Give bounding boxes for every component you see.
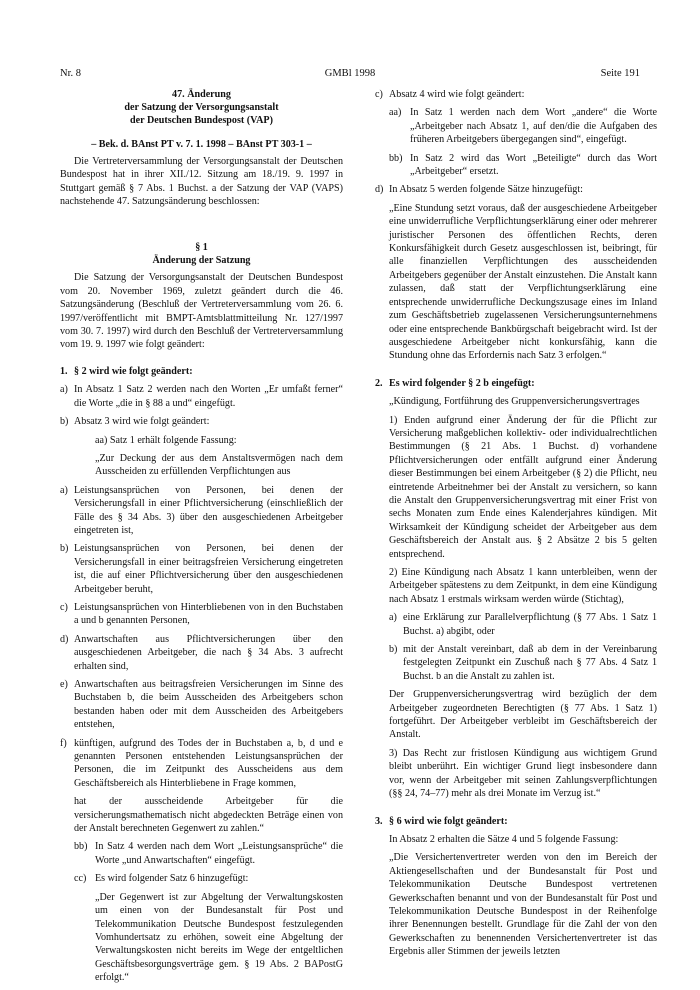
subitem-bb-marker: bb) bbox=[74, 841, 88, 853]
item-1a-marker: a) bbox=[60, 384, 68, 396]
subitem-c-aa-text: In Satz 1 werden nach dem Wort „andere“ die Worte „Arbeitgeber nach Absatz 1, auf den/die die Aufgaben des früheren Arbeitgebers übergegangen sind“, eingefügt. bbox=[410, 107, 657, 146]
item-2a bbox=[389, 611, 657, 638]
item-2-title: Es wird folgender § 2 b eingefügt: bbox=[389, 377, 535, 389]
journal-name: GMBl 1998 bbox=[324, 68, 376, 79]
quote-2: „Der Gegenwert ist zur Abgeltung der Verwaltungskosten um einen von der Bundesanstalt für Post und Telekommunikation Deutsche Bundespost festzulegenden Vomhundertsatz zu erhöhen, soweit eine Abgeltung der Verwaltungskosten nicht bereits im Wege der entgeltlichen Geschäftsbesorgungsverträge gem. § 19 Abs. 2 BAPostG erfolgt.“ bbox=[95, 891, 343, 984]
quote-item-a bbox=[60, 484, 343, 538]
item-1a-text: In Absatz 1 Satz 2 werden nach den Worten „Er umfaßt ferner“ die Worte „die in § 88 a und“ eingefügt. bbox=[74, 384, 343, 409]
item-2a-marker: a) bbox=[389, 612, 397, 624]
quote-item-a-text: Leistungsansprüchen von Personen, bei denen der Versicherungsfall in einer Pflichtversicherung (einschließlich der Fälle des § 34 Abs. 3) über den ausgeschiedenen Arbeitgeber eingetreten ist, bbox=[74, 484, 343, 536]
item-1c bbox=[375, 88, 657, 101]
quote-item-d bbox=[60, 633, 343, 673]
item-1d-quote: „Eine Stundung setzt voraus, daß der ausgeschiedene Arbeitgeber eine unwiderrufliche Verpflichtungserklärung einer oder mehrerer juristischer Personen des öffentlichen Rechts, deren Konkursfähigkeit durch Gesetz ausgeschlossen ist, beibringt, für alle finanziellen Verpflichtungen des ausscheidenden Arbeitgebers gegenüber der Anstalt einzustehen. Die Anstalt kann zulassen, daß statt der Verpflichtungserklärung eine entsprechende unwiderrufliche Deckungszusage eines im Inland zum Geschäftsbetrieb zugelassenen Versicherungsunternehmens oder eine entsprechende Bankbürgschaft beigebracht wird. Ist der ausgeschiedene Arbeitgeber nicht konkursfähig, kann die Stundung ohne das Erfordernis nach Satz 3 erfolgen.“ bbox=[389, 202, 657, 362]
item-3-quote: „Die Versichertenvertreter werden von den im Bereich der Aktiengesellschaften und der Bundesanstalt für Post und Telekommunikation Deutsche Bundespost vertretenen Gewerkschaften benannt und von der Bundesanstalt für Post und Telekommunikation Deutsche Bundespost in der Reihenfolge ihrer Benennungen bestellt. Grundlage für die Zahl der von den Gewerkschaften zu benennenden Versichertenvertreter ist das Ergebnis aller Stimmen der jeweils letzten bbox=[389, 852, 657, 958]
item-1b-marker: b) bbox=[60, 416, 69, 428]
item-1-heading bbox=[60, 365, 343, 378]
intro-paragraph: Die Vertreterversammlung der Versorgungsanstalt der Deutschen Bundespost hat in ihrer XII./12. Sitzung am 18./19. 9. 1997 in Stuttgart gemäß § 7 Abs. 1 Buchst. a der Satzung der VAP (VAPS) nachstehende 47. Satzungsänderung beschlossen: bbox=[60, 156, 343, 208]
section-number: § 1 bbox=[195, 241, 208, 253]
item-3-number: 3. bbox=[375, 815, 383, 827]
quote-item-c-marker: c) bbox=[60, 601, 68, 613]
item-2-paragraph-2: 2) Eine Kündigung nach Absatz 1 kann unterbleiben, wenn der Arbeitgeber spätestens zu dem Zeitpunkt, in dem eine Kündigung nach Absatz 1 erstmals wirksam werden würde (Stichtag), bbox=[389, 567, 657, 605]
subitem-c-aa-marker: aa) bbox=[389, 107, 402, 119]
item-2-paragraph-4: 3) Das Recht zur fristlosen Kündigung aus wichtigem Grund bleibt unberührt. Ein wichtiger Grund liegt insbesondere dann vor, wenn der Arbeitgeber mit seinen Zahlungsverpflichtungen (§§ 24, 74–77) mehr als drei Monate im Verzug ist.“ bbox=[389, 747, 657, 800]
subitem-bb bbox=[60, 840, 343, 867]
item-1b-text: Absatz 3 wird wie folgt geändert: bbox=[74, 416, 210, 428]
quote-item-f bbox=[60, 737, 343, 791]
quote-1-closing: hat der ausscheidende Arbeitgeber für die versicherungsmathematisch nicht abgedeckten Beträge einen von der Anstalt berechneten Gegenwert zu zahlen.“ bbox=[74, 796, 343, 835]
item-2b-text: mit der Anstalt vereinbart, daß ab dem in der Vereinbarung festgelegten Zeitpunkt ein Zuschuß nach § 77 Abs. 4 Satz 1 Buchst. b an die Anstalt zu zahlen ist. bbox=[403, 644, 657, 682]
subitem-c-aa bbox=[375, 106, 657, 146]
section-intro: Die Satzung der Versorgungsanstalt der Deutschen Bundespost vom 20. November 1969, zuletzt geändert durch die 46. Satzungsänderung (Beschluß der Vertreterversammlung vom 26. 6. 1997/veröffentlicht mit BMPT-Amtsblattmitteilung Nr. 127/1997 vom 30. 7. 1997) wird durch den Beschluß der Vertreterversammlung vom 19. 9. 1997 wie folgt geändert: bbox=[60, 272, 343, 351]
item-1d-text: In Absatz 5 werden folgende Sätze hinzugefügt: bbox=[389, 184, 583, 196]
quote-item-b bbox=[60, 542, 343, 596]
quote-item-a-marker: a) bbox=[60, 484, 68, 496]
title-line-1: 47. Änderung bbox=[172, 89, 231, 100]
subitem-c-bb-marker: bb) bbox=[389, 152, 403, 164]
item-1d bbox=[375, 183, 657, 196]
section-title: Änderung der Satzung bbox=[152, 255, 251, 267]
item-1b bbox=[60, 415, 343, 428]
item-2b bbox=[389, 643, 657, 683]
item-1a bbox=[60, 383, 343, 410]
subitem-bb-text: In Satz 4 werden nach dem Wort „Leistungsansprüche“ die Worte „und Anwartschaften“ eingefügt. bbox=[95, 841, 343, 866]
quote-item-f-text: künftigen, aufgrund des Todes der in Buchstaben a, b, d und e genannten Personen entstehenden Leistungsansprüchen der Personen, die im Zeitpunkt des Ausscheidens aus dem Geschäftsbereich als Hinterbliebene in Frage kommen, bbox=[74, 737, 343, 789]
issue-number: Nr. 8 bbox=[60, 68, 81, 79]
item-2b-marker: b) bbox=[389, 644, 398, 656]
quote-item-e-marker: e) bbox=[60, 679, 68, 691]
page-header bbox=[60, 67, 640, 81]
subitem-c-bb bbox=[375, 152, 657, 179]
subitem-cc-marker: cc) bbox=[74, 873, 87, 885]
title-line-3: der Deutschen Bundespost (VAP) bbox=[130, 115, 273, 127]
item-1-title: § 2 wird wie folgt geändert: bbox=[74, 365, 193, 377]
item-2-paragraph-1: 1) Enden aufgrund einer Änderung der für die Pflicht zur Versicherung maßgeblichen kollektiv- oder individualrechtlichen Bestimmungen (§ 21 Abs. 1 Buchst. d) vorhandene Pflichtversicherungen oder entfällt aufgrund einer Änderung dieser Bestimmungen bei einem Arbeitgeber (§ 2) die Pflicht, neu eintretende Arbeitnehmer bei der Anstalt zu versichern, so kann die Anstalt den Gruppenversicherungsvertrag mit einer Frist von sechs Monaten zum Ende eines Kalenderjahres kündigen. Mit Wirksamkeit der Kündigung scheidet der Arbeitgeber aus dem Geschäftsbereich der Anstalt aus. § 2 Absätze 2 bis 5 gelten entsprechend. bbox=[389, 414, 657, 560]
quote-item-b-text: Leistungsansprüchen von Personen, bei denen der Versicherungsfall in einer beitragsfreien Versicherung eingetreten ist, die auf einer Pflichtversicherung über den ausgeschiedenen Arbeitgeber beruht, bbox=[74, 543, 343, 595]
quote-item-d-text: Anwartschaften aus Pflichtversicherungen über den ausgeschiedenen Arbeitgeber, die nach § 34 Abs. 3 aufrecht erhalten sind, bbox=[74, 633, 343, 672]
item-2-quote-title: „Kündigung, Fortführung des Gruppenversicherungsvertrages bbox=[389, 396, 640, 408]
title-line-2: der Satzung der Versorgungsanstalt bbox=[124, 102, 279, 114]
item-1c-text: Absatz 4 wird wie folgt geändert: bbox=[389, 89, 525, 100]
announcement-reference: – Bek. d. BAnst PT v. 7. 1. 1998 – BAnst PT 303-1 – bbox=[91, 138, 312, 150]
item-2a-text: eine Erklärung zur Parallelverpflichtung (§ 77 Abs. 1 Satz 1 Buchst. a) abgibt, oder bbox=[403, 612, 657, 637]
right-column bbox=[375, 88, 657, 959]
quote-item-f-marker: f) bbox=[60, 737, 67, 749]
quote-item-e bbox=[60, 678, 343, 732]
item-1d-marker: d) bbox=[375, 184, 384, 196]
item-1c-marker: c) bbox=[375, 89, 383, 100]
item-3-intro: In Absatz 2 erhalten die Sätze 4 und 5 folgende Fassung: bbox=[389, 833, 619, 845]
item-2-heading bbox=[375, 377, 657, 390]
page-number: Seite 191 bbox=[600, 68, 640, 79]
subitem-aa-text: aa) Satz 1 erhält folgende Fassung: bbox=[95, 434, 237, 446]
quote-item-c-text: Leistungsansprüchen von Hinterbliebenen von in den Buchstaben a und b genannten Personen, bbox=[74, 601, 343, 627]
quote-item-e-text: Anwartschaften aus beitragsfreien Versicherungen im Sinne des Buchstaben b, die beim Ausscheiden des Arbeitgebers schon bestanden haben oder mit dem Ausscheiden des Arbeitgebers entstehen, bbox=[74, 679, 343, 731]
item-2-number: 2. bbox=[375, 377, 383, 389]
subitem-cc bbox=[60, 872, 343, 885]
quote-1-intro: „Zur Deckung der aus dem Anstaltsvermögen nach dem Ausscheiden zu erfüllenden Verpflichtungen aus bbox=[95, 452, 343, 478]
quote-item-c bbox=[60, 601, 343, 628]
left-column bbox=[60, 88, 343, 985]
document-title bbox=[60, 88, 343, 128]
item-3-title: § 6 wird wie folgt geändert: bbox=[389, 815, 508, 827]
subitem-cc-text: Es wird folgender Satz 6 hinzugefügt: bbox=[95, 873, 249, 885]
item-1-number: 1. bbox=[60, 365, 68, 377]
subitem-c-bb-text: In Satz 2 wird das Wort „Beteiligte“ durch das Wort „Arbeitgeber“ ersetzt. bbox=[410, 152, 657, 178]
item-2-paragraph-3: Der Gruppenversicherungsvertrag wird bezüglich der dem Arbeitgeber zugeordneten Berechtigten (§ 77 Abs. 1 Satz 1) fortgeführt. Der Arbeitgeber verbleibt im Geschäftsbereich der Anstalt. bbox=[389, 689, 657, 741]
quote-item-b-marker: b) bbox=[60, 543, 69, 555]
item-3-heading bbox=[375, 815, 657, 828]
quote-item-d-marker: d) bbox=[60, 633, 69, 645]
